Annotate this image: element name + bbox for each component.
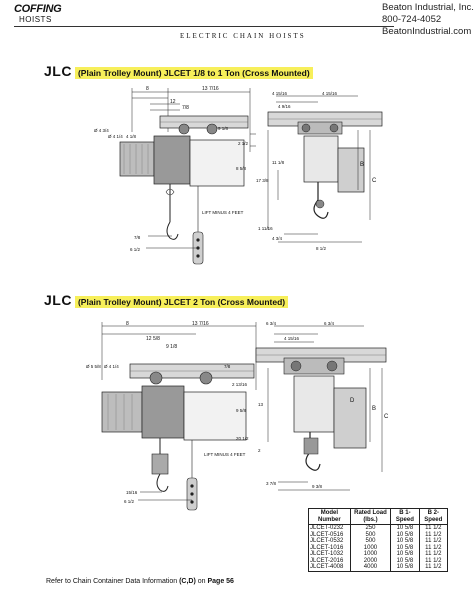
- dim2-6-3-4-right: 6 3/4: [324, 321, 335, 326]
- dim2-15-16: 15/16: [126, 490, 138, 495]
- model-cell: JLCET-4008: [309, 564, 351, 571]
- header-title: ELECTRIC CHAIN HOISTS: [180, 32, 306, 40]
- section1-title: [44, 63, 313, 79]
- dim-c: C: [372, 178, 377, 184]
- table-row: [309, 525, 448, 532]
- dim2-13-7-16: 13 7/16: [192, 321, 209, 327]
- b2-cell: 11 1/2: [419, 558, 447, 565]
- b2-cell: 11 1/2: [419, 545, 447, 552]
- dim2-d: D: [350, 398, 355, 404]
- dim-4-9-16: 4 9/16: [278, 104, 291, 109]
- footer-middle: on: [195, 578, 208, 585]
- load-cell: 250: [350, 525, 390, 532]
- model-cell: JLCET-0516: [309, 532, 351, 539]
- logo-top-text: COFFING: [14, 3, 62, 15]
- footer-note: [46, 578, 234, 585]
- footer-prefix: Refer to Chain Container Data Information: [46, 578, 180, 585]
- dim2-3-7-8: 3 7/8: [266, 481, 277, 486]
- dim2-6-1-2: 6 1/2: [124, 499, 135, 504]
- b1-cell: 10 5/8: [391, 525, 419, 532]
- dim-13-7-16: 13 7/16: [202, 86, 219, 92]
- section2-description: (Plain Trolley Mount) JLCET 2 Ton (Cross Mounted): [75, 296, 288, 308]
- header-rule: [14, 26, 394, 27]
- dim-dia-4-1-4: Ø 4 1/4: [108, 134, 123, 139]
- load-cell: 500: [350, 532, 390, 539]
- header-rated-load: Rated Load (lbs.): [350, 509, 390, 525]
- dim2-dia-4-1-4: Ø 4 1/4: [104, 364, 119, 369]
- dim2-13: 13: [258, 402, 264, 407]
- dim2-9-1-8: 9 1/8: [166, 344, 178, 350]
- dim2-4-15-16: 4 15/16: [284, 336, 300, 341]
- dim2-20: 20 1/2: [236, 436, 249, 441]
- header-b-2-speed: B 2-Speed: [419, 509, 447, 525]
- dim-4-3-4: 4 3/4: [272, 236, 283, 241]
- header-model-number: Model Number: [309, 509, 351, 525]
- load-cell: 4000: [350, 564, 390, 571]
- b2-cell: 11 1/2: [419, 551, 447, 558]
- b1-cell: 10 5/8: [391, 558, 419, 565]
- load-cell: 2000: [350, 558, 390, 565]
- dim-2-1-2: 2 1/2: [238, 141, 249, 146]
- dim-1-11-16: 1 11/16: [258, 226, 273, 231]
- dim2-b: B: [372, 406, 377, 412]
- footer-bold: (C,D): [179, 578, 196, 585]
- section1-model: JLC: [44, 63, 72, 79]
- dim2-7-8: 7/8: [224, 364, 231, 369]
- b2-cell: 11 1/2: [419, 532, 447, 539]
- table-header-row: [309, 509, 448, 525]
- model-cell: JLCET-2016: [309, 558, 351, 565]
- dim2-2: 2: [258, 448, 261, 453]
- section1-description: (Plain Trolley Mount) JLCET 1/8 to 1 Ton (Cross Mounted): [75, 67, 313, 79]
- dim-dia-4-3-4: Ø 4 3/4: [94, 128, 109, 133]
- model-cell: JLCET-1032: [309, 551, 351, 558]
- dim2-2-13-16: 2 13/16: [232, 382, 248, 387]
- website: BeatonIndustrial.com: [382, 26, 472, 37]
- table-row: [309, 564, 448, 571]
- b1-cell: 10 5/8: [391, 564, 419, 571]
- b1-cell: 10 5/8: [391, 545, 419, 552]
- dim-6-1-2: 6 1/2: [130, 247, 141, 252]
- coffing-logo: [14, 4, 84, 24]
- dim-17-3-8: 17 3/8: [256, 178, 269, 183]
- lift-label: LIFT MINUS 4 FEET: [202, 210, 244, 215]
- spec-table: [308, 508, 448, 572]
- b1-cell: 10 5/8: [391, 532, 419, 539]
- b2-cell: 11 1/2: [419, 564, 447, 571]
- dim-7-8: 7/8: [182, 105, 189, 111]
- dim-8-1-2: 8 1/2: [316, 246, 327, 251]
- dim2-9-5-8: 9 5/8: [236, 408, 247, 413]
- dim-11-1-8: 11 1/8: [272, 160, 285, 165]
- b2-cell: 11 1/2: [419, 538, 447, 545]
- section1-side-view: [90, 82, 260, 282]
- dim-4-15-16-right: 4 15/16: [322, 91, 338, 96]
- load-cell: 500: [350, 538, 390, 545]
- dim2-dia-5-5-8: Ø 5 5/8: [86, 364, 101, 369]
- model-cell: JLCET-0532: [309, 538, 351, 545]
- section2-side-view: [86, 320, 262, 516]
- dim-12: 12: [170, 99, 176, 105]
- section2-model: JLC: [44, 292, 72, 308]
- load-cell: 1000: [350, 551, 390, 558]
- b1-cell: 10 5/8: [391, 551, 419, 558]
- lift2-label: LIFT MINUS 4 FEET: [204, 452, 246, 457]
- dim-4-15-16-left: 4 15/16: [272, 91, 288, 96]
- load-cell: 1000: [350, 545, 390, 552]
- header-b-1-speed: B 1-Speed: [391, 509, 419, 525]
- dim2-6-3-4-left: 6 3/4: [266, 321, 277, 326]
- phone-number: 800-724-4052: [382, 14, 442, 25]
- dim-b: B: [360, 162, 365, 168]
- dim-8: 8: [146, 86, 149, 92]
- dim2-9-3-8: 9 3/8: [312, 484, 323, 489]
- dim2-8: 8: [126, 321, 129, 327]
- section1-front-view: [258, 90, 388, 260]
- dim-9-1-8: 9 1/8: [218, 126, 229, 131]
- section2-title: [44, 292, 288, 308]
- section2-front-view: [254, 322, 404, 498]
- company-name: Beaton Industrial, Inc.: [382, 2, 474, 13]
- b2-cell: 11 1/2: [419, 525, 447, 532]
- b1-cell: 10 5/8: [391, 538, 419, 545]
- dim-8-5-8: 8 5/8: [236, 166, 247, 171]
- footer-page-ref: Page 56: [207, 578, 234, 585]
- dim2-12-5-8: 12 5/8: [146, 336, 160, 342]
- contact-block: [382, 2, 474, 38]
- dim-4-1-8: 4 1/8: [126, 134, 137, 139]
- logo-bottom-text: HOISTS: [19, 15, 52, 24]
- dim2-c: C: [384, 414, 389, 420]
- model-cell: JLCET-1016: [309, 545, 351, 552]
- model-cell: JLCET-0232: [309, 525, 351, 532]
- dim-7-8-bottom: 7/8: [134, 235, 141, 240]
